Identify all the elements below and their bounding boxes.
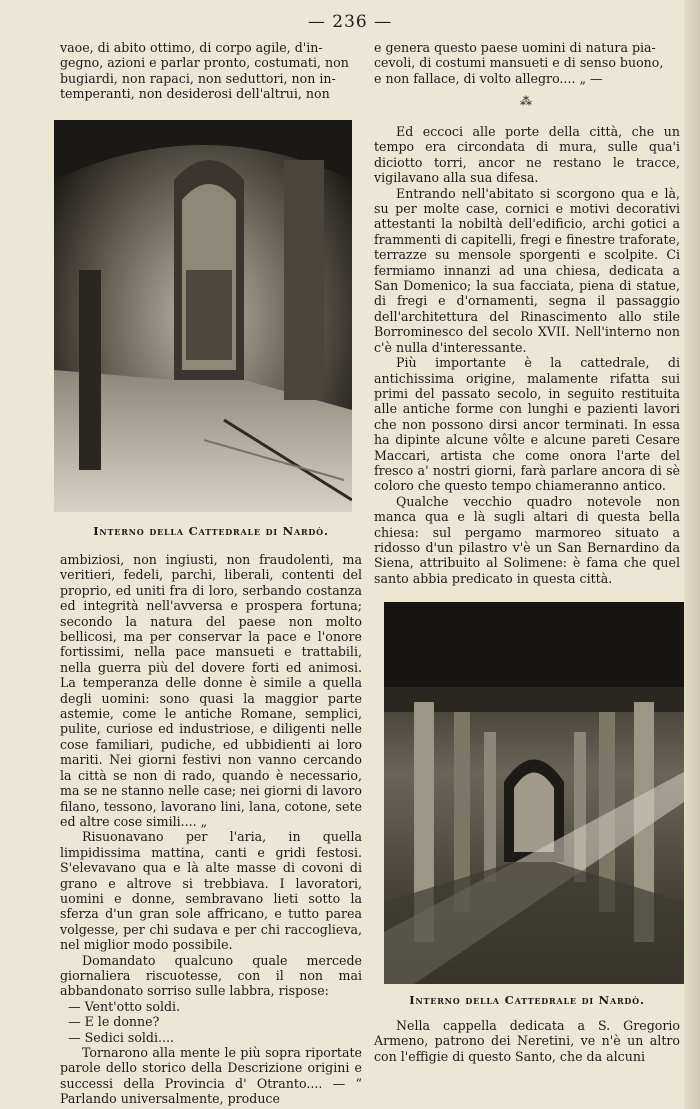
- column-left-top: [60, 40, 362, 102]
- paragraph: Domandato qualcuno quale mercede giornaliera riscuotesse, con il non mai abbandonato sorriso sulle labbra, rispose:: [60, 952, 362, 999]
- cathedral-interior-photo: [54, 120, 352, 512]
- column-right-middle: [374, 124, 680, 586]
- cathedral-nave-photo: [384, 602, 684, 984]
- photo-caption: Interno della Cattedrale di Nardò.: [93, 524, 329, 538]
- paragraph: Qualche vecchio quadro notevole non manca qua e là sugli altari di questa bella chiesa: sul pergamo marmoreo situato a ridosso d'un pilastro v'è un San Bernardino da Siena, attribuito al Solimene: è fama che quel santo abbia predicato in questa città.: [374, 493, 680, 586]
- paragraph: Più importante è la cattedrale, di antichissima origine, malamente rifatta sui primi del passato secolo, in seguito restituita alle antiche forme con lunghi e pazienti lavori che non possono dirsi ancor terminati. In essa ha dipinte alcune vôlte e alcune pareti Cesare Maccari, artista che come onora l'arte del fresco a' nostri giorni, farà parlare ancora di sè coloro che questo tempo chiameranno antico.: [374, 355, 680, 494]
- paragraph: Ed eccoci alle porte della città, che un tempo era circondata di mura, sulle qua'i diciotto torri, ancor ne restano le tracce, vigilavano alla sua difesa.: [374, 124, 680, 186]
- paragraph: Tornarono alla mente le più sopra riportate parole dello storico della Descrizione origini e successi della Provincia d' Otranto.... — “ Parlando universalmente, produce: [60, 1045, 362, 1107]
- paragraph: ambiziosi, non ingiusti, non fraudolenti, ma veritieri, fedeli, parchi, liberali, contenti del proprio, ed uniti fra di loro, serbando costanza ed integrità nell'avversa e prospera fortuna; secondo la natura del paese non molto bellicosi, ma per conservar la pace e l'onore fortissimi, nella pace mansueti e trattabili, nella guerra più del dovere forti ed animosi. La temperanza delle donne è simile a quella degli uomini: sono quasi la maggior parte astemie, come le antiche Romane, semplici, pulite, curiose ed industriose, e diligenti nelle cose familiari, pudiche, ed ubbidienti ai loro mariti. Nei giorni festivi non vanno cercando la città se non di rado, quando è necessario, ma se ne stanno nelle case; nei giorni di lavoro filano, tessono, lavorano lini, lana, cotone, sete ed altre cose simili.... „: [60, 552, 362, 829]
- section-separator: ⁂: [520, 94, 532, 108]
- column-right-bottom: [374, 1018, 680, 1064]
- column-right-top: [374, 40, 680, 86]
- paragraph: Risuonavano per l'aria, in quella limpidissima mattina, canti e gridi festosi. S'elevavano qua e là alte masse di covoni di grano e altrove si trebbiava. I lavoratori, uomini e donne, sembravano lieti sotto la sferza d'un gran sole affricano, e tutto parea volgesse, per chi sudava e per chi raccoglieva, nel miglior modo possibile.: [60, 829, 362, 953]
- text-line: e genera questo paese uomini di natura pia-: [374, 40, 656, 55]
- dialogue-line: — E le donne?: [68, 1014, 160, 1030]
- dialogue-line: — Sedici soldi....: [68, 1029, 175, 1045]
- text-line: temperanti, non desiderosi dell'altrui, non: [60, 86, 330, 102]
- text-line: vaoe, di abito ottimo, di corpo agile, d'in-: [60, 40, 323, 55]
- column-left-bottom: [60, 552, 362, 1107]
- text-line: gegno, azioni e parlar pronto, costumati, non: [60, 55, 349, 71]
- dialogue-line: — Vent'otto soldi.: [68, 998, 181, 1014]
- text-line: e non fallace, di volto allegro.... „ —: [374, 70, 603, 86]
- text-line: bugiardi, non rapaci, non seduttori, non in-: [60, 70, 336, 86]
- paragraph: Entrando nell'abitato si scorgono qua e là, su per molte case, cornici e motivi decorativi attestanti la nobiltà dell'edificio, archi gotici a frammenti di capitelli, fregi e finestre traforate, terrazze su mensole sporgenti e scolpite. Ci fermiamo innanzi ad una chiesa, dedicata a San Domenico; la sua facciata, piena di statue, di fregi e d'ornamenti, segna il passaggio dell'architettura del Rinascimento allo stile Borrominesco del secolo XVII. Nell'interno non c'è nulla d'interessante.: [374, 185, 680, 355]
- paragraph: Nella cappella dedicata a S. Gregorio Armeno, patrono dei Neretini, ve n'è un altro con l'effigie di questo Santo, che da alcuni: [374, 1018, 680, 1064]
- page-number: — 236 —: [307, 12, 393, 32]
- photo-caption: Interno della Cattedrale di Nardò.: [409, 993, 645, 1007]
- page-edge-shadow: [684, 0, 700, 1109]
- text-line: cevoli, di costumi mansueti e di senso buono,: [374, 55, 664, 71]
